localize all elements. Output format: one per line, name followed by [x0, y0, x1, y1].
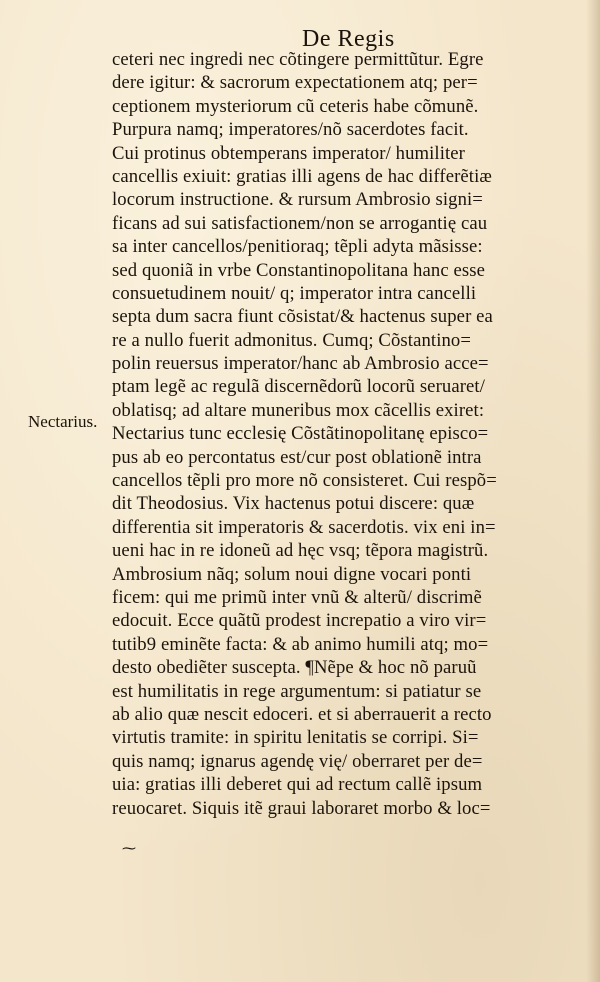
text-line: sed quoniã in vrbe Constantinopolitana hanc esse — [112, 259, 485, 281]
text-line: sa inter cancellos/penitioraq; tẽpli adyta mãsisse: — [112, 236, 483, 258]
text-line: cancellis exiuit: gratias illi agens de hac differẽtiæ — [112, 165, 492, 187]
text-line: ab alio quæ nescit edoceri. et si aberrauerit a recto — [112, 703, 492, 725]
text-block — [112, 48, 582, 820]
text-line: ficans ad sui satisfactionem/non se arrogantię cau — [112, 212, 488, 234]
text-line: ceptionem mysteriorum cũ ceteris habe cõmunẽ. — [112, 95, 479, 117]
text-line: pus ab eo percontatus est/cur post oblationẽ intra — [112, 446, 482, 468]
text-line: Purpura namq; imperatores/nõ sacerdotes facit. — [112, 119, 469, 141]
text-line: edocuit. Ecce quãtũ prodest increpatio a viro vir= — [112, 610, 487, 632]
text-line: desto obediẽter suscepta. ¶Nẽpe & hoc nõ paruũ — [112, 657, 477, 679]
text-line: septa dum sacra fiunt cõsistat/& hactenus super ea — [112, 306, 493, 328]
text-line: virtutis tramite: in spiritu lenitatis se corripi. Si= — [112, 727, 479, 749]
end-mark: ⁓ — [122, 842, 136, 857]
text-line: cancellos tẽpli pro more nõ consisteret. Cui respõ= — [112, 470, 497, 492]
text-line: Cui protinus obtemperans imperator/ humiliter — [112, 142, 466, 164]
text-line: quis namq; ignarus agendę vię/ oberraret per de= — [112, 750, 483, 772]
text-line: ficem: qui me primũ inter vnũ & alterũ/ discrimẽ — [112, 586, 482, 608]
text-line: uia: gratias illi deberet qui ad rectum callẽ ipsum — [112, 774, 483, 796]
text-line: tutib9 eminẽte facta: & ab animo humili atq; mo= — [112, 633, 489, 655]
text-line: dere igitur: & sacrorum expectationem atq; per= — [112, 72, 478, 94]
running-header: De Regis — [302, 26, 395, 52]
text-line: ptam legẽ ac regulã discernẽdorũ locorũ seruaret/ — [112, 376, 486, 398]
text-line: polin reuersus imperator/hanc ab Ambrosio acce= — [112, 353, 489, 375]
text-line: oblatisq; ad altare muneribus mox cãcellis exiret: — [112, 399, 485, 421]
text-line: ueni hac in re idoneũ ad hęc vsq; tẽpora magistrũ. — [112, 540, 489, 562]
page-edge-shadow — [586, 0, 600, 982]
text-line: locorum instructione. & rursum Ambrosio signi= — [112, 189, 483, 211]
text-line: dit Theodosius. Vix hactenus potui discere: quæ — [112, 493, 475, 515]
text-line: ceteri nec ingredi nec cõtingere permittũtur. Egre — [112, 49, 484, 70]
text-line: re a nullo fuerit admonitus. Cumq; Cõstantino= — [112, 329, 471, 351]
text-line: Nectarius tunc ecclesię Cõstãtinopolitanę episco= — [112, 423, 489, 445]
marginal-note: Nectarius. — [28, 412, 98, 431]
text-line: est humilitatis in rege argumentum: si patiatur se — [112, 680, 482, 702]
text-line: consuetudinem nouit/ q; imperator intra cancelli — [112, 282, 477, 304]
text-line: reuocaret. Siquis itẽ graui laboraret morbo & loc= — [112, 797, 491, 819]
text-line: Ambrosium nãq; solum noui digne vocari ponti — [112, 563, 472, 585]
text-line: differentia sit imperatoris & sacerdotis. vix eni in= — [112, 516, 496, 538]
